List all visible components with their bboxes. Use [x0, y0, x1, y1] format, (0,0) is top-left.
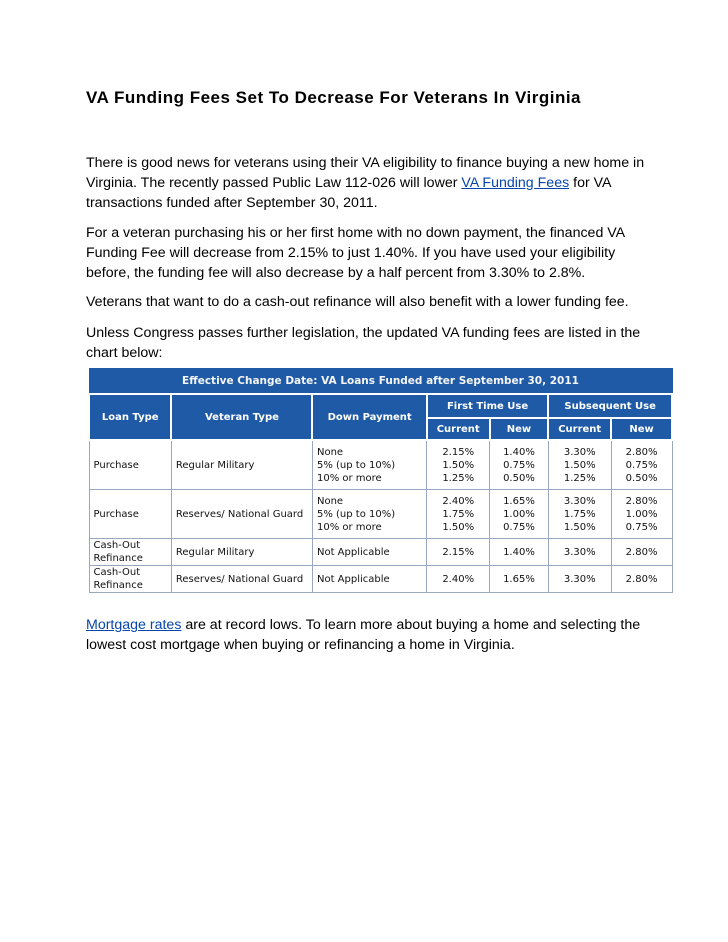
cell-first-current: 2.40% 1.75% 1.50% [427, 490, 490, 539]
cell-first-new: 1.65% 1.00% 0.75% [490, 490, 549, 539]
table-row [89, 566, 672, 593]
intro-text-before: There is good news for veterans using their VA eligibility to finance buying a new home in Virginia. The recently passed Public Law 112-026 will lower [86, 155, 645, 191]
cell-first-new: 1.40% 0.75% 0.50% [490, 440, 549, 490]
cell-subsequent-new: 2.80% 0.75% 0.50% [611, 440, 672, 490]
closing-paragraph [86, 615, 646, 655]
mortgage-rates-link[interactable]: Mortgage rates [86, 617, 182, 633]
cell-down-payment: Not Applicable [312, 566, 426, 593]
subheader-subsequent-new: New [611, 418, 672, 440]
header-subsequent-use: Subsequent Use [548, 394, 672, 418]
subheader-first-current: Current [427, 418, 490, 440]
table-row [89, 440, 672, 490]
cell-subsequent-current: 3.30% [548, 566, 611, 593]
intro-text-after: for VA transactions funded after September 30, 2011. [86, 175, 611, 211]
intro-paragraph [86, 153, 646, 213]
cell-loan-type: Cash-Out Refinance [89, 566, 171, 593]
cell-veteran-type: Regular Military [171, 539, 312, 566]
cell-down-payment: None 5% (up to 10%) 10% or more [312, 440, 426, 490]
cell-subsequent-new: 2.80% [611, 539, 672, 566]
cell-first-current: 2.15% [427, 539, 490, 566]
va-funding-fees-link[interactable]: VA Funding Fees [461, 175, 570, 191]
cell-down-payment: None 5% (up to 10%) 10% or more [312, 490, 426, 539]
cell-veteran-type: Reserves/ National Guard [171, 490, 312, 539]
header-veteran-type: Veteran Type [171, 394, 312, 440]
table-banner: Effective Change Date: VA Loans Funded after September 30, 2011 [89, 369, 672, 395]
closing-text-after: are at record lows. To learn more about buying a home and selecting the lowest cost mortgage when buying or refinancing a home in Virginia. [86, 617, 641, 653]
cell-loan-type: Purchase [89, 490, 171, 539]
cell-subsequent-current: 3.30% 1.75% 1.50% [548, 490, 611, 539]
cell-first-current: 2.15% 1.50% 1.25% [427, 440, 490, 490]
cell-down-payment: Not Applicable [312, 539, 426, 566]
cell-loan-type: Cash-Out Refinance [89, 539, 171, 566]
table-row [89, 490, 672, 539]
subheader-first-new: New [490, 418, 549, 440]
subheader-subsequent-current: Current [548, 418, 611, 440]
cell-first-new: 1.40% [490, 539, 549, 566]
page-title: VA Funding Fees Set To Decrease For Veterans In Virginia [86, 88, 582, 107]
cell-subsequent-current: 3.30% 1.50% 1.25% [548, 440, 611, 490]
header-down-payment: Down Payment [312, 394, 426, 440]
cell-subsequent-current: 3.30% [548, 539, 611, 566]
cell-loan-type: Purchase [89, 440, 171, 490]
funding-fee-table [88, 368, 673, 593]
cell-first-new: 1.65% [490, 566, 549, 593]
header-first-time-use: First Time Use [427, 394, 549, 418]
chart-intro-paragraph: Unless Congress passes further legislation, the updated VA funding fees are listed in the chart below: [86, 325, 641, 361]
header-loan-type: Loan Type [89, 394, 171, 440]
cell-subsequent-new: 2.80% 1.00% 0.75% [611, 490, 672, 539]
cell-subsequent-new: 2.80% [611, 566, 672, 593]
cell-first-current: 2.40% [427, 566, 490, 593]
cell-veteran-type: Reserves/ National Guard [171, 566, 312, 593]
cash-out-paragraph: Veterans that want to do a cash-out refinance will also benefit with a lower funding fee. [86, 294, 629, 310]
table-row [89, 539, 672, 566]
cell-veteran-type: Regular Military [171, 440, 312, 490]
first-home-paragraph: For a veteran purchasing his or her first home with no down payment, the financed VA Funding Fee will decrease from 2.15% to just 1.40%. If you have used your eligibility before, the funding fee will also decrease by a half percent from 3.30% to 2.8%. [86, 225, 625, 281]
